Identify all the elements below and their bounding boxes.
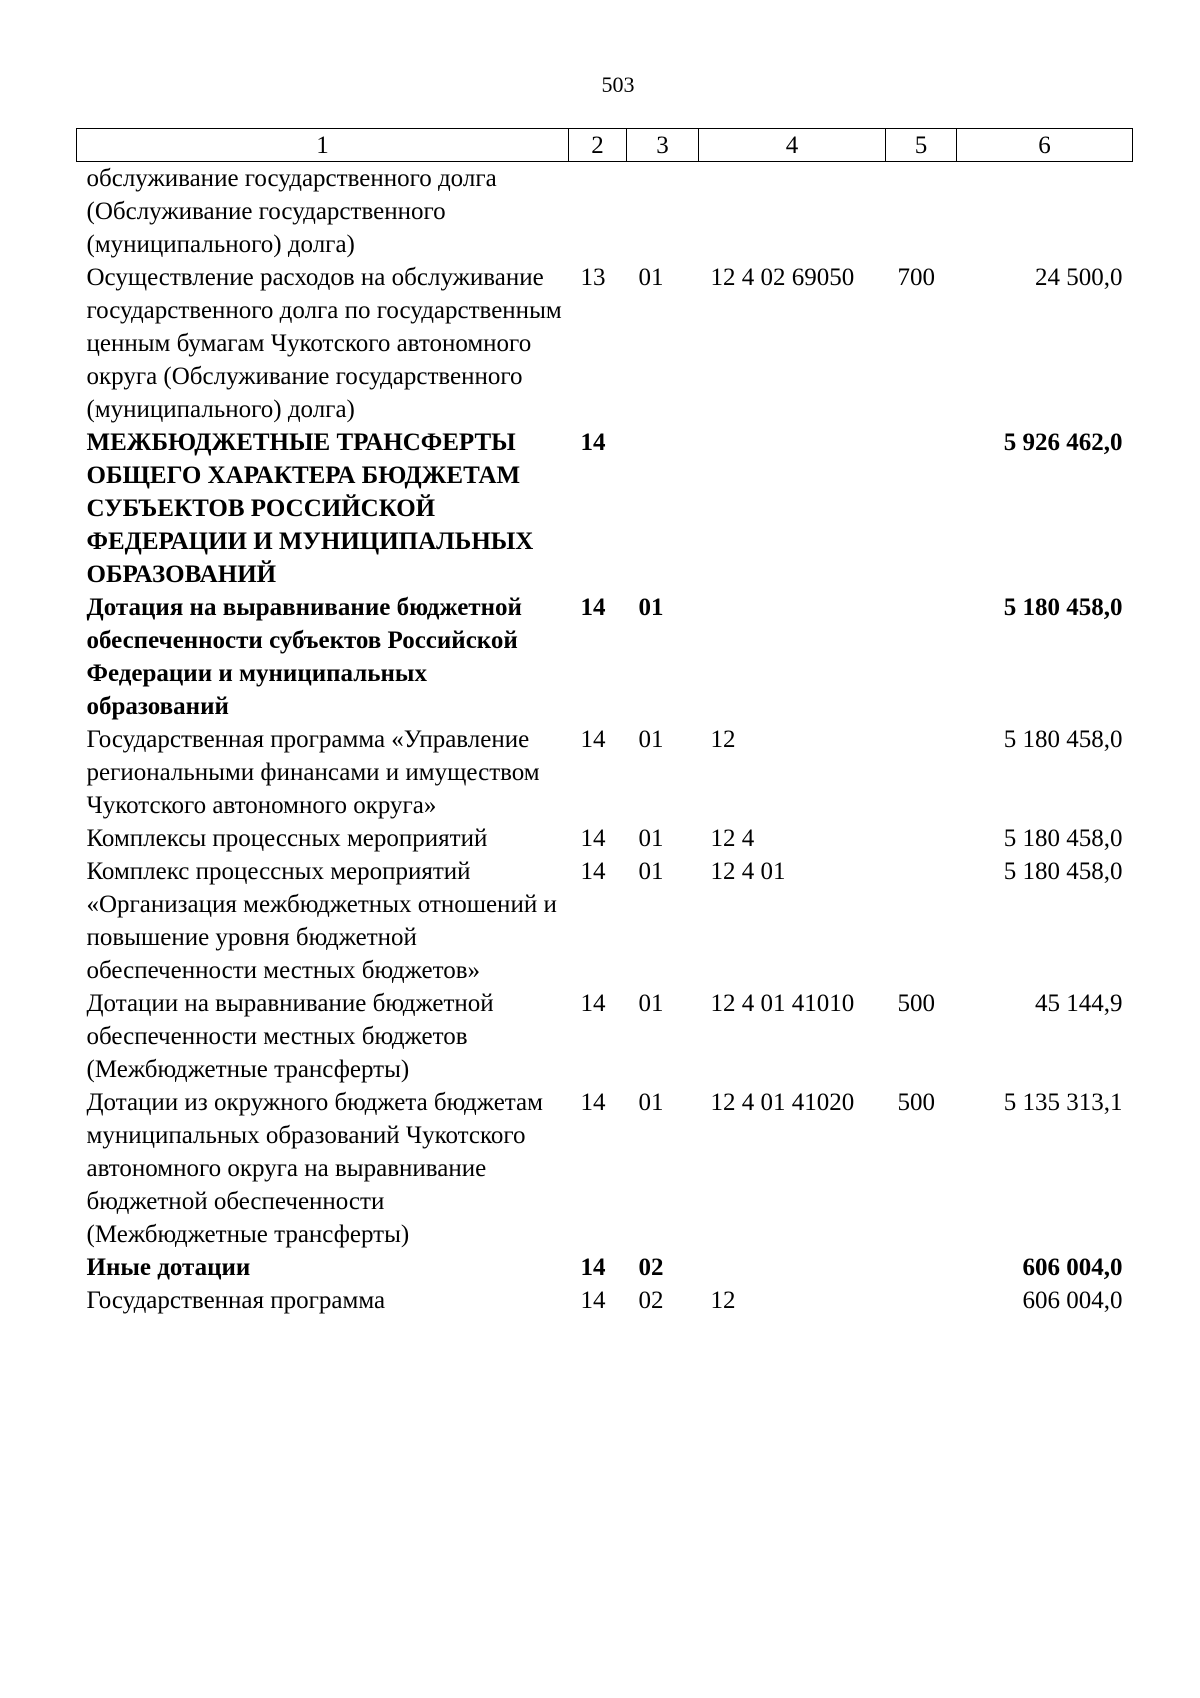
header-row: [77, 129, 1133, 162]
expense-type-cell: 700: [897, 264, 935, 291]
subsection-code-cell: 01: [638, 594, 664, 621]
target-article-cell: 12: [710, 1287, 736, 1314]
row-name-cell: Дотация на выравнивание бюджетной обеспеченности субъектов Российской Федерации и муниципальных образований: [86, 594, 522, 720]
subsection-code-cell: 02: [638, 1287, 664, 1314]
table-row: [77, 822, 1133, 855]
subsection-code-cell: 01: [638, 825, 664, 852]
target-article-cell: [699, 591, 886, 723]
page-number: 503: [601, 72, 635, 97]
section-code-cell: 14: [580, 858, 606, 885]
expense-type-cell: [886, 855, 957, 987]
table-row: [77, 723, 1133, 822]
section-code-cell: 14: [580, 1254, 606, 1281]
target-article-cell: [699, 1251, 886, 1284]
table-row: [77, 1284, 1133, 1317]
subsection-code-cell: 01: [638, 858, 664, 885]
header-cell-2: 2: [569, 129, 627, 162]
subsection-code-cell: 01: [638, 1089, 664, 1116]
budget-table: [76, 128, 1133, 1317]
header-cell-1: 1: [77, 129, 569, 162]
section-code-cell: 14: [580, 1287, 606, 1314]
expense-type-cell: [886, 723, 957, 822]
expense-type-cell: [886, 1251, 957, 1284]
expense-type-cell: [886, 162, 957, 262]
subsection-code-cell: 01: [638, 990, 664, 1017]
row-name-cell: Комплекс процессных мероприятий «Организация межбюджетных отношений и повышение уровня бюджетной обеспеченности местных бюджетов»: [86, 858, 557, 984]
target-article-cell: 12 4 01: [710, 858, 786, 885]
amount-cell: 5 135 313,1: [1003, 1089, 1123, 1116]
row-name-cell: Осуществление расходов на обслуживание государственного долга по государственным ценным бумагам Чукотского автономного округа (Обслуживание государственного (муниципального) долга): [86, 264, 562, 423]
amount-cell: 5 180 458,0: [1003, 858, 1123, 885]
header-cell-4: 4: [699, 129, 886, 162]
target-article-cell: [699, 426, 886, 591]
expense-type-cell: 500: [897, 990, 935, 1017]
amount-cell: [957, 162, 1133, 262]
subsection-code-cell: 02: [638, 1254, 664, 1281]
target-article-cell: 12 4: [710, 825, 755, 852]
table-row: [77, 1086, 1133, 1251]
header-cell-6: 6: [957, 129, 1133, 162]
header-cell-3: 3: [627, 129, 699, 162]
section-code-cell: 14: [580, 594, 606, 621]
table-row: [77, 591, 1133, 723]
table-row: [77, 987, 1133, 1086]
expense-type-cell: [886, 822, 957, 855]
amount-cell: 5 180 458,0: [1003, 726, 1123, 753]
section-code-cell: 14: [580, 429, 606, 456]
expense-type-cell: [886, 426, 957, 591]
amount-cell: 606 004,0: [1022, 1254, 1123, 1281]
section-code-cell: 14: [580, 990, 606, 1017]
expense-type-cell: 500: [897, 1089, 935, 1116]
subsection-code-cell: 01: [638, 726, 664, 753]
subsection-code-cell: [627, 426, 699, 591]
table-row: [77, 426, 1133, 591]
row-name-cell: Государственная программа «Управление региональными финансами и имуществом Чукотского автономного округа»: [86, 726, 540, 819]
amount-cell: 606 004,0: [1022, 1287, 1123, 1314]
section-code-cell: 14: [580, 1089, 606, 1116]
section-code-cell: 14: [580, 726, 606, 753]
row-name-cell: обслуживание государственного долга (Обслуживание государственного (муниципального) долга): [86, 165, 497, 258]
row-name-cell: Государственная программа: [86, 1287, 386, 1314]
table-row: [77, 162, 1133, 262]
row-name-cell: МЕЖБЮДЖЕТНЫЕ ТРАНСФЕРТЫ ОБЩЕГО ХАРАКТЕРА БЮДЖЕТАМ СУБЪЕКТОВ РОССИЙСКОЙ ФЕДЕРАЦИИ И МУНИЦИПАЛЬНЫХ ОБРАЗОВАНИЙ: [86, 429, 534, 588]
header-cell-5: 5: [886, 129, 957, 162]
row-name-cell: Дотации на выравнивание бюджетной обеспеченности местных бюджетов (Межбюджетные трансферты): [86, 990, 494, 1083]
table-row: [77, 1251, 1133, 1284]
subsection-code-cell: 01: [638, 264, 664, 291]
amount-cell: 5 180 458,0: [1003, 594, 1123, 621]
target-article-cell: 12 4 01 41010: [710, 990, 855, 1017]
expense-type-cell: [886, 591, 957, 723]
amount-cell: 45 144,9: [1035, 990, 1123, 1017]
section-code-cell: 13: [580, 264, 606, 291]
target-article-cell: 12 4 01 41020: [710, 1089, 855, 1116]
target-article-cell: 12: [710, 726, 736, 753]
section-code-cell: 14: [580, 825, 606, 852]
target-article-cell: 12 4 02 69050: [710, 264, 855, 291]
amount-cell: 24 500,0: [1035, 264, 1123, 291]
table-row: [77, 855, 1133, 987]
amount-cell: 5 180 458,0: [1003, 825, 1123, 852]
table-row: [77, 261, 1133, 426]
amount-cell: 5 926 462,0: [1003, 429, 1123, 456]
row-name-cell: Иные дотации: [86, 1254, 251, 1281]
target-article-cell: [699, 162, 886, 262]
section-code-cell: [569, 162, 627, 262]
expense-type-cell: [886, 1284, 957, 1317]
subsection-code-cell: [627, 162, 699, 262]
row-name-cell: Дотации из окружного бюджета бюджетам муниципальных образований Чукотского автономного округа на выравнивание бюджетной обеспеченности (Межбюджетные трансферты): [86, 1089, 543, 1248]
row-name-cell: Комплексы процессных мероприятий: [86, 825, 488, 852]
